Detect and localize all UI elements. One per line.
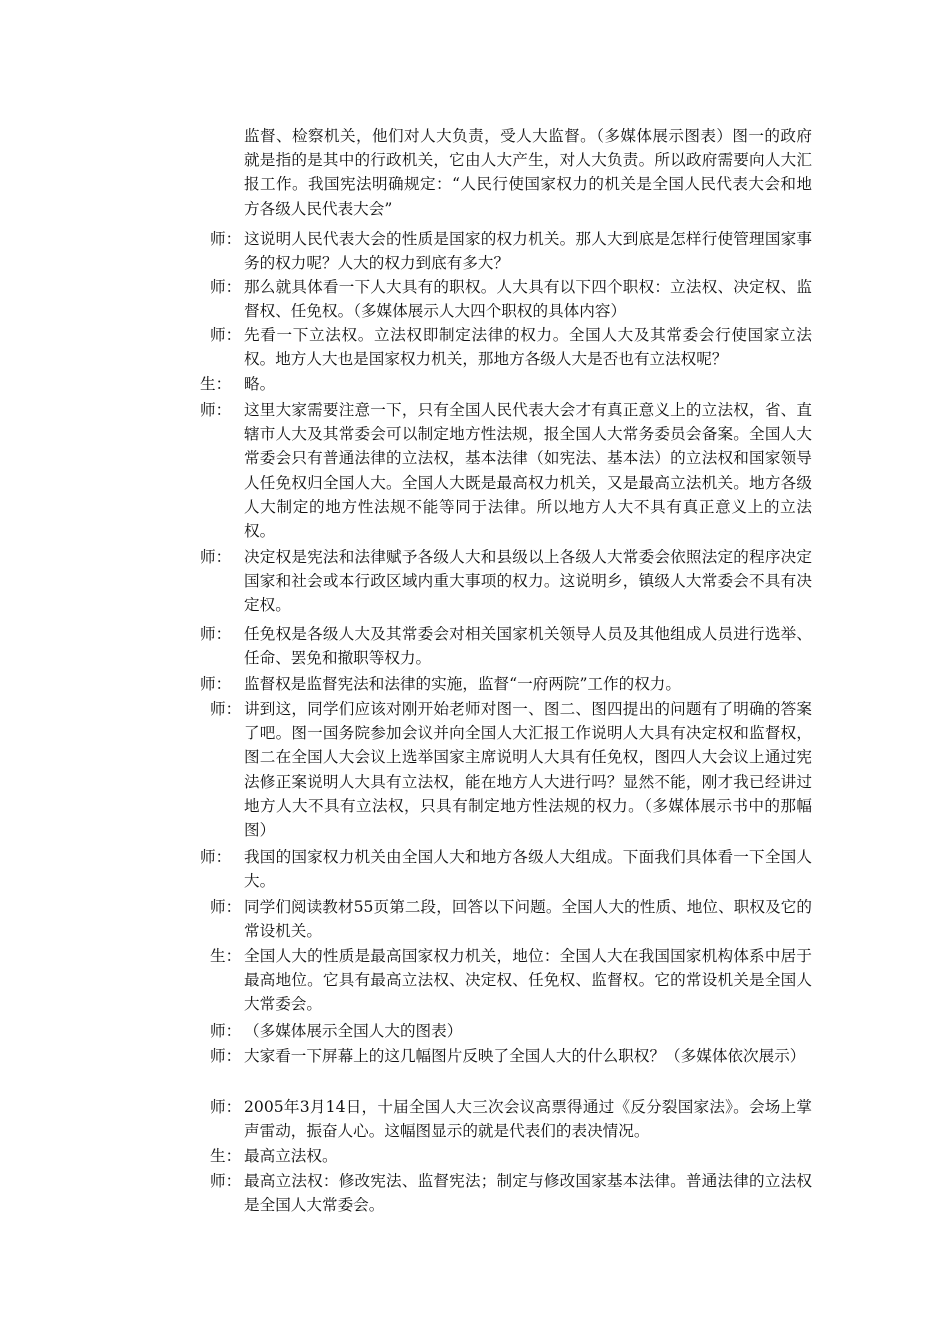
- dialogue-paragraph: [200, 1144, 812, 1168]
- speaker-label: 师：: [210, 1172, 242, 1190]
- speaker-label: 师：: [210, 326, 242, 344]
- paragraph-text: 决定权是宪法和法律赋予各级人大和县级以上各级人大常委会依照法定的程序决定国家和社会或本行政区域内重大事项的权力。这说明乡，镇级人大常委会不具有决定权。: [244, 548, 812, 615]
- paragraph-text: 讲到这，同学们应该对刚开始老师对图一、图二、图四提出的问题有了明确的答案了吧。图一国务院参加会议并向全国人大汇报工作说明人大具有决定权和监督权，图二在全国人大会议上选举国家主席说明人大具有任免权，图四人大会议上通过宪法修正案说明人大具有立法权，能在地方人大进行吗？显然不能，刚才我已经讲过地方人大不具有立法权，只具有制定地方性法规的权力。（多媒体展示书中的那幅图）: [244, 700, 812, 840]
- paragraph-text: 略。: [244, 375, 276, 393]
- speaker-label: 生：: [200, 375, 232, 393]
- speaker-label: 师：: [210, 1098, 242, 1116]
- dialogue-paragraph: [200, 1095, 812, 1143]
- dialogue-paragraph: [200, 1019, 812, 1043]
- paragraph-text: 大家看一下屏幕上的这几幅图片反映了全国人大的什么职权？（多媒体依次展示）: [244, 1047, 806, 1065]
- dialogue-paragraph: [200, 895, 812, 943]
- paragraph-text: 监督、检察机关，他们对人大负责，受人大监督。（多媒体展示图表）图一的政府就是指的是其中的行政机关，它由人大产生，对人大负责。所以政府需要向人大汇报工作。我国宪法明确规定：“人民行使国家权力的机关是全国人民代表大会和地方各级人民代表大会”: [244, 127, 812, 218]
- speaker-label: 师：: [210, 230, 242, 248]
- dialogue-paragraph: [200, 372, 812, 396]
- speaker-label: 师：: [200, 625, 232, 643]
- speaker-label: 生：: [210, 947, 242, 965]
- dialogue-paragraph: [200, 227, 812, 275]
- paragraph-text: 最高立法权。: [244, 1147, 338, 1165]
- dialogue-paragraph: [200, 672, 812, 696]
- dialogue-paragraph: [200, 944, 812, 1017]
- speaker-label: 师：: [200, 401, 232, 419]
- speaker-label: 师：: [210, 1022, 242, 1040]
- paragraph-text: 我国的国家权力机关由全国人大和地方各级人大组成。下面我们具体看一下全国人大。: [244, 848, 812, 891]
- speaker-label: 生：: [210, 1147, 242, 1165]
- speaker-label: 师：: [200, 848, 232, 866]
- paragraph-text: 全国人大的性质是最高国家权力机关，地位：全国人大在我国国家机构体系中居于最高地位。它具有最高立法权、决定权、任免权、监督权。它的常设机关是全国人大常委会。: [244, 947, 812, 1014]
- dialogue-paragraph: [200, 398, 812, 543]
- dialogue-paragraph: [200, 1044, 812, 1068]
- paragraph-text: 任免权是各级人大及其常委会对相关国家机关领导人员及其他组成人员进行选举、任命、罢免和撤职等权力。: [244, 625, 812, 668]
- speaker-label: 师：: [200, 675, 232, 693]
- paragraph-text: 同学们阅读教材55页第二段，回答以下问题。全国人大的性质、地位、职权及它的常设机关。: [244, 898, 812, 941]
- speaker-label: 师：: [210, 898, 242, 916]
- speaker-label: 师：: [210, 700, 242, 718]
- speaker-label: 师：: [200, 548, 232, 566]
- dialogue-paragraph: [200, 845, 812, 893]
- paragraph-text: 监督权是监督宪法和法律的实施，监督“一府两院”工作的权力。: [244, 675, 681, 693]
- paragraph-text: （多媒体展示全国人大的图表）: [244, 1022, 463, 1040]
- paragraph-text: 先看一下立法权。立法权即制定法律的权力。全国人大及其常委会行使国家立法权。地方人大也是国家权力机关，那地方各级人大是否也有立法权呢？: [244, 326, 812, 369]
- dialogue-paragraph: [200, 124, 812, 221]
- speaker-label: 师：: [210, 278, 242, 296]
- dialogue-paragraph: [200, 1169, 812, 1217]
- paragraph-text: 这里大家需要注意一下，只有全国人民代表大会才有真正意义上的立法权，省、直辖市人大及其常委会可以制定地方性法规，报全国人大常务委员会备案。全国人大常委会只有普通法律的立法权，基本法律（如宪法、基本法）的立法权和国家领导人任免权归全国人大。全国人大既是最高权力机关，又是最高立法机关。地方各级人大制定的地方性法规不能等同于法律。所以地方人大不具有真正意义上的立法权。: [244, 401, 812, 541]
- dialogue-paragraph: [200, 697, 812, 842]
- dialogue-paragraph: [200, 323, 812, 371]
- paragraph-text: 2005年3月14日，十届全国人大三次会议高票得通过《反分裂国家法》。会场上掌声雷动，振奋人心。这幅图显示的就是代表们的表决情况。: [244, 1098, 812, 1141]
- dialogue-paragraph: [200, 622, 812, 670]
- dialogue-paragraph: [200, 545, 812, 618]
- dialogue-paragraph: [200, 275, 812, 323]
- paragraph-text: 这说明人民代表大会的性质是国家的权力机关。那人大到底是怎样行使管理国家事务的权力呢？人大的权力到底有多大？: [244, 230, 812, 273]
- paragraph-text: 最高立法权：修改宪法、监督宪法；制定与修改国家基本法律。普通法律的立法权是全国人大常委会。: [244, 1172, 812, 1215]
- speaker-label: 师：: [210, 1047, 242, 1065]
- paragraph-text: 那么就具体看一下人大具有的职权。人大具有以下四个职权：立法权、决定权、监督权、任免权。（多媒体展示人大四个职权的具体内容）: [244, 278, 812, 321]
